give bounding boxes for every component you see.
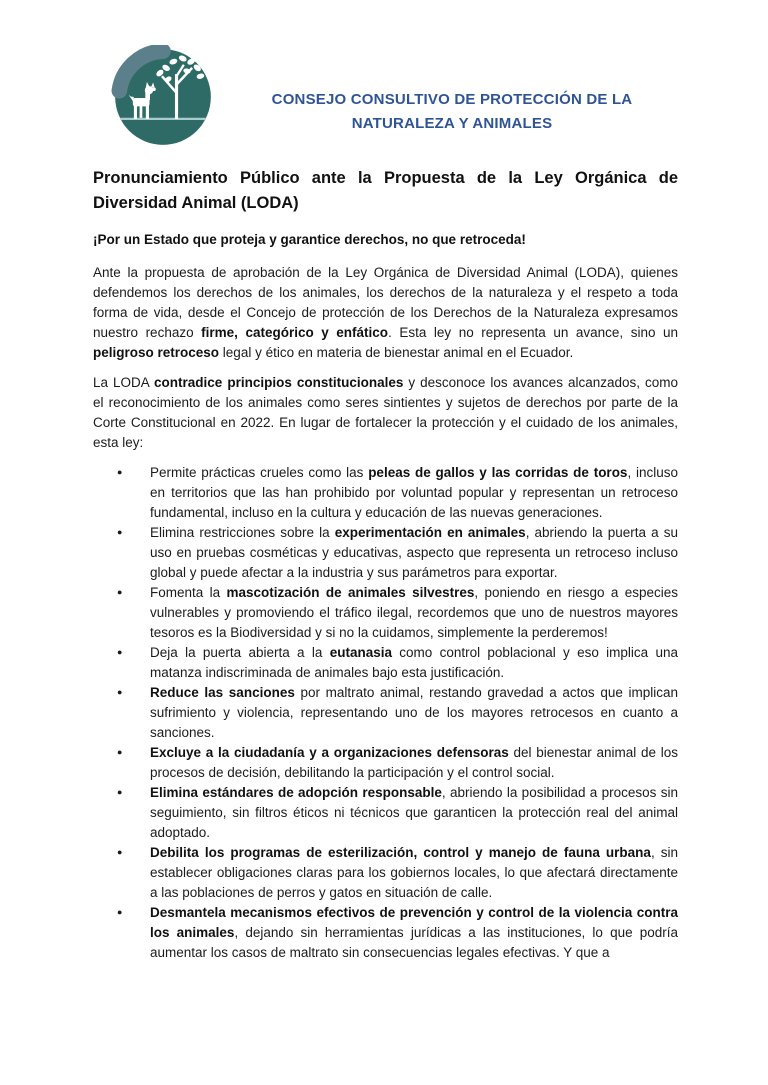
bullet-icon: ● <box>117 847 123 857</box>
list-item <box>93 783 678 843</box>
slogan-line: ¡Por un Estado que proteja y garantice derechos, no que retroceda! <box>93 232 526 247</box>
document-body <box>93 166 678 963</box>
logo-graphic <box>111 45 215 149</box>
org-name-heading: CONSEJO CONSULTIVO DE PROTECCIÓN DE LA NATURALEZA Y ANIMALES <box>271 91 633 132</box>
list-item <box>93 523 678 583</box>
list-item-text: Permite prácticas crueles como las peleas de gallos y las corridas de toros, incluso en territorios que las han prohibido por voluntad popular y representan un retroceso fundamental, incluso en la cultura y educación de las nuevas generaciones. <box>150 465 678 520</box>
document-title: Pronunciamiento Público ante la Propuesta de la Ley Orgánica de Diversidad Animal (LODA) <box>93 169 678 212</box>
list-item <box>93 903 678 963</box>
list-item-text: Excluye a la ciudadanía y a organizaciones defensoras del bienestar animal de los procesos de decisión, debilitando la participación y el control social. <box>150 745 678 780</box>
list-item-text: Deja la puerta abierta a la eutanasia como control poblacional y eso implica una matanza indiscriminada de animales bajo esta justificación. <box>150 645 678 680</box>
paragraph-loda-context: La LODA contradice principios constitucionales y desconoce los avances alcanzados, como el reconocimiento de los animales como seres sintientes y sujetos de derechos por parte de la Corte Constitucional en 2022. En lugar de fortalecer la protección y el cuidado de los animales, esta ley: <box>93 375 679 450</box>
list-item <box>93 843 678 903</box>
list-item-text: Elimina estándares de adopción responsable, abriendo la posibilidad a procesos sin seguimiento, sin filtros éticos ni técnicos que garanticen la protección real del animal adoptado. <box>150 785 679 840</box>
list-item-text: Reduce las sanciones por maltrato animal, restando gravedad a actos que implican sufrimiento y violencia, representando uno de los mayores retrocesos en cuanto a sanciones. <box>150 685 678 740</box>
bullet-list <box>93 463 678 963</box>
bullet-icon: ● <box>117 467 123 477</box>
bullet-icon: ● <box>117 647 123 657</box>
org-logo <box>111 45 215 149</box>
bullet-icon: ● <box>117 747 123 757</box>
list-item <box>93 743 678 783</box>
bullet-icon: ● <box>117 687 123 697</box>
list-item <box>93 643 678 683</box>
list-item <box>93 683 678 743</box>
list-item-text: Debilita los programas de esterilización, control y manejo de fauna urbana, sin establecer obligaciones claras para los gobiernos locales, lo que afectará directamente a las poblaciones de perros y gatos en situación de calle. <box>150 845 679 900</box>
bullet-icon: ● <box>117 907 123 917</box>
list-item-text: Desmantela mecanismos efectivos de prevención y control de la violencia contra los animales, dejando sin herramientas jurídicas a las instituciones, lo que podría aumentar los casos de maltrato sin consecuencias legales efectivas. Y que a <box>150 905 679 960</box>
list-item-text: Fomenta la mascotización de animales silvestres, poniendo en riesgo a especies vulnerables y promoviendo el tráfico ilegal, recordemos que uno de nuestros mayores tesoros es la Biodiversidad y si no la cuidamos, simplemente la perderemos! <box>150 585 678 640</box>
bullet-icon: ● <box>117 587 123 597</box>
bullet-icon: ● <box>117 527 123 537</box>
list-item-text: Elimina restricciones sobre la experimentación en animales, abriendo la puerta a su uso en pruebas cosméticas y educativas, aspecto que representa un retroceso incluso global y puede afectar a la industria y sus parámetros para exportar. <box>150 525 679 580</box>
paragraph-intro: Ante la propuesta de aprobación de la Ley Orgánica de Diversidad Animal (LODA), quienes defendemos los derechos de los animales, los derechos de la naturaleza y el respeto a toda forma de vida, desde el Concejo de protección de los Derechos de la Naturaleza expresamos nuestro rechazo firme, categórico y enfático. Esta ley no representa un avance, sino un peligroso retroceso legal y ético en materia de bienestar animal en el Ecuador. <box>93 265 679 360</box>
list-item <box>93 583 678 643</box>
bullet-icon: ● <box>117 787 123 797</box>
list-item <box>93 463 678 523</box>
